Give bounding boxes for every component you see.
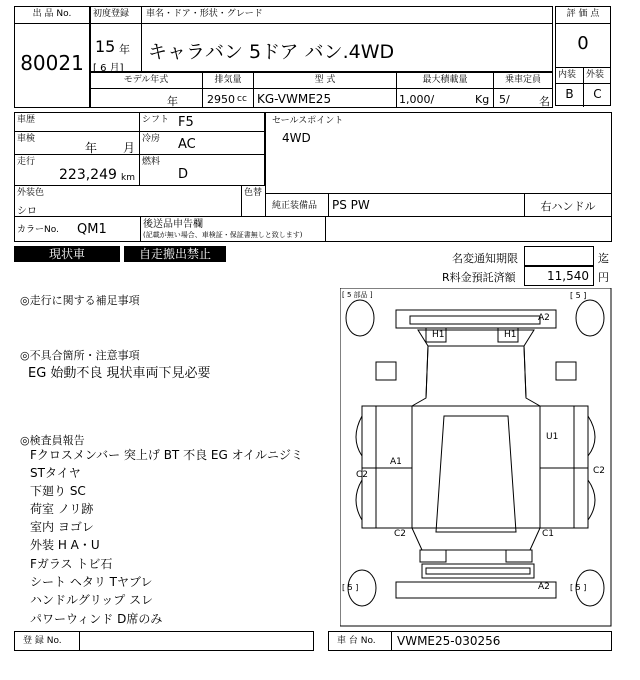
- inspection-year-unit: 年: [85, 141, 98, 155]
- inspector-line: 下廻り SC: [30, 484, 86, 498]
- handle-box: [524, 193, 612, 217]
- exterior-color-value: シロ: [17, 206, 37, 217]
- shift-box: [139, 112, 265, 132]
- damage-mark: H1: [504, 330, 517, 340]
- inspector-line: 荷室 ノリ跡: [30, 502, 94, 516]
- inspector-line: 外装 H A・U: [30, 538, 100, 552]
- color-no-label: カラーNo.: [17, 225, 59, 235]
- displacement-value: 2950: [207, 93, 235, 106]
- inspector-line: Fクロスメンバー 突上げ BT 不良 EG オイルニジミ: [30, 448, 303, 462]
- first-registration-box: [90, 6, 142, 72]
- chassis-box: [328, 631, 612, 651]
- ac-box: [139, 131, 265, 155]
- sales-point-box: [265, 112, 612, 194]
- damage-mark: H1: [432, 330, 445, 340]
- chassis-label: 車 台 No.: [337, 636, 376, 646]
- lot-number: 80021: [20, 51, 84, 75]
- equipment-label: 純正装備品: [272, 201, 318, 211]
- mileage-value: 223,249: [59, 167, 117, 183]
- interior-label: 内装: [558, 70, 577, 80]
- exterior-color-label: 外装色: [17, 188, 45, 198]
- name-change-label: 名変通知期限: [452, 252, 518, 265]
- damage-mark: A1: [390, 457, 402, 467]
- first-registration-label: 初度登録: [93, 9, 130, 19]
- name-change-unit: 迄: [598, 252, 609, 265]
- sales-point-value: 4WD: [282, 131, 311, 145]
- score-box: [555, 6, 611, 106]
- damage-mark: U1: [546, 432, 559, 442]
- inspection-month-unit: 月: [123, 141, 136, 155]
- exterior-label: 外装: [586, 70, 605, 80]
- reg-no-label: 登 録 No.: [23, 636, 62, 646]
- lot-number-box: [14, 6, 90, 108]
- mileage-label: 走行: [17, 157, 36, 167]
- inspection-box: [14, 131, 140, 155]
- inspector-heading: ◎検査員報告: [20, 434, 85, 447]
- color-change-label: 色替: [244, 188, 263, 198]
- tire-top-right: [ 5 ]: [570, 291, 587, 300]
- exterior-grade: C: [593, 87, 602, 101]
- spec-row: [90, 72, 553, 108]
- equipment-box: [265, 193, 525, 217]
- damage-mark: A2: [538, 582, 550, 592]
- tire-bottom-right: [ 5 ]: [570, 583, 587, 592]
- history-label: 車歴: [17, 115, 36, 125]
- car-name-box: [141, 6, 553, 72]
- capacity-unit: 名: [539, 95, 550, 108]
- handle-value: 右ハンドル: [540, 200, 596, 213]
- fuel-label: 燃料: [142, 157, 161, 167]
- damage-mark: C1: [542, 529, 555, 539]
- lot-number-label: 出 品 No.: [32, 9, 72, 19]
- first-registration-year: 15: [95, 37, 116, 56]
- docs-box: [140, 216, 326, 242]
- exterior-color-box: [14, 185, 242, 217]
- first-registration-month: [ 6 月]: [93, 63, 124, 74]
- interior-grade: B: [565, 87, 574, 101]
- score-label: 評 価 点: [566, 9, 600, 19]
- reg-no-box: [14, 631, 314, 651]
- max-load-unit: Kg: [475, 93, 490, 106]
- color-no-value: QM1: [77, 222, 107, 237]
- inspector-line: ハンドルグリップ スレ: [30, 593, 154, 607]
- color-change-box: [241, 185, 266, 217]
- defects-line: EG 始動不良 現状車両下見必要: [28, 366, 211, 381]
- inspector-line: 室内 ヨゴレ: [30, 520, 94, 534]
- recycle-field: [524, 266, 594, 286]
- recycle-label: R料金預託済額: [442, 271, 516, 284]
- displacement-label: 排気量: [214, 75, 242, 85]
- type-label: 型 式: [314, 75, 336, 85]
- recycle-unit: 円: [598, 271, 609, 284]
- damage-mark: C2: [593, 466, 606, 476]
- name-change-field: [524, 246, 594, 266]
- shift-label: シフト: [142, 115, 170, 125]
- inspector-line: シート ヘタリ Tヤブレ: [30, 575, 153, 589]
- color-no-box: [14, 216, 141, 242]
- history-box: [14, 112, 140, 132]
- capacity-value: 5/: [499, 93, 510, 106]
- max-load-value: 1,000/: [399, 93, 435, 106]
- fuel-value: D: [178, 167, 189, 182]
- displacement-unit: cc: [237, 94, 247, 104]
- defects-heading: ◎不具合箇所・注意事項: [20, 349, 140, 362]
- docs-note: (記載が無い場合、車検証・保証書無しと致します): [143, 231, 303, 239]
- status-tag-no-self-drive: 自走搬出禁止: [124, 246, 226, 262]
- recycle-value: 11,540: [547, 269, 589, 283]
- inspection-label: 車検: [17, 134, 36, 144]
- shift-value: F5: [178, 115, 194, 130]
- max-load-label: 最大積載量: [422, 75, 468, 85]
- vehicle-diagram: [340, 288, 612, 628]
- mileage-unit: km: [121, 173, 135, 183]
- year-unit: 年: [119, 43, 130, 56]
- chassis-value: VWME25-030256: [397, 634, 501, 648]
- tire-bottom-left: [ 5 ]: [342, 583, 359, 592]
- car-name: キャラバン 5ドア バン.4WD: [148, 41, 395, 63]
- ac-label: 冷房: [142, 134, 161, 144]
- status-tag-current: 現状車: [14, 246, 120, 262]
- capacity-label: 乗車定員: [504, 75, 541, 85]
- model-year-label: モデル年式: [123, 75, 169, 85]
- damage-mark: C2: [394, 529, 407, 539]
- damage-mark: C2: [356, 470, 369, 480]
- docs-box-2: [325, 216, 612, 242]
- docs-label: 後送品申告欄: [143, 219, 203, 230]
- inspector-line: Fガラス トビ石: [30, 557, 113, 571]
- equipment-value: PS PW: [332, 198, 370, 212]
- tire-top-left: [ 5 部品 ]: [342, 291, 373, 299]
- inspector-line: STタイヤ: [30, 466, 81, 480]
- score-value: 0: [577, 33, 589, 54]
- car-name-label: 車名・ドア・形状・グレード: [146, 9, 263, 19]
- fuel-box: [139, 154, 265, 186]
- sales-point-label: セールスポイント: [272, 116, 344, 126]
- type-value: KG-VWME25: [257, 92, 332, 106]
- inspector-line: パワーウィンド D席のみ: [30, 612, 163, 626]
- mileage-box: [14, 154, 140, 186]
- model-year-unit: 年: [167, 95, 178, 108]
- damage-mark: A2: [538, 313, 550, 323]
- driving-heading: ◎走行に関する補足事項: [20, 294, 140, 307]
- ac-value: AC: [178, 137, 196, 152]
